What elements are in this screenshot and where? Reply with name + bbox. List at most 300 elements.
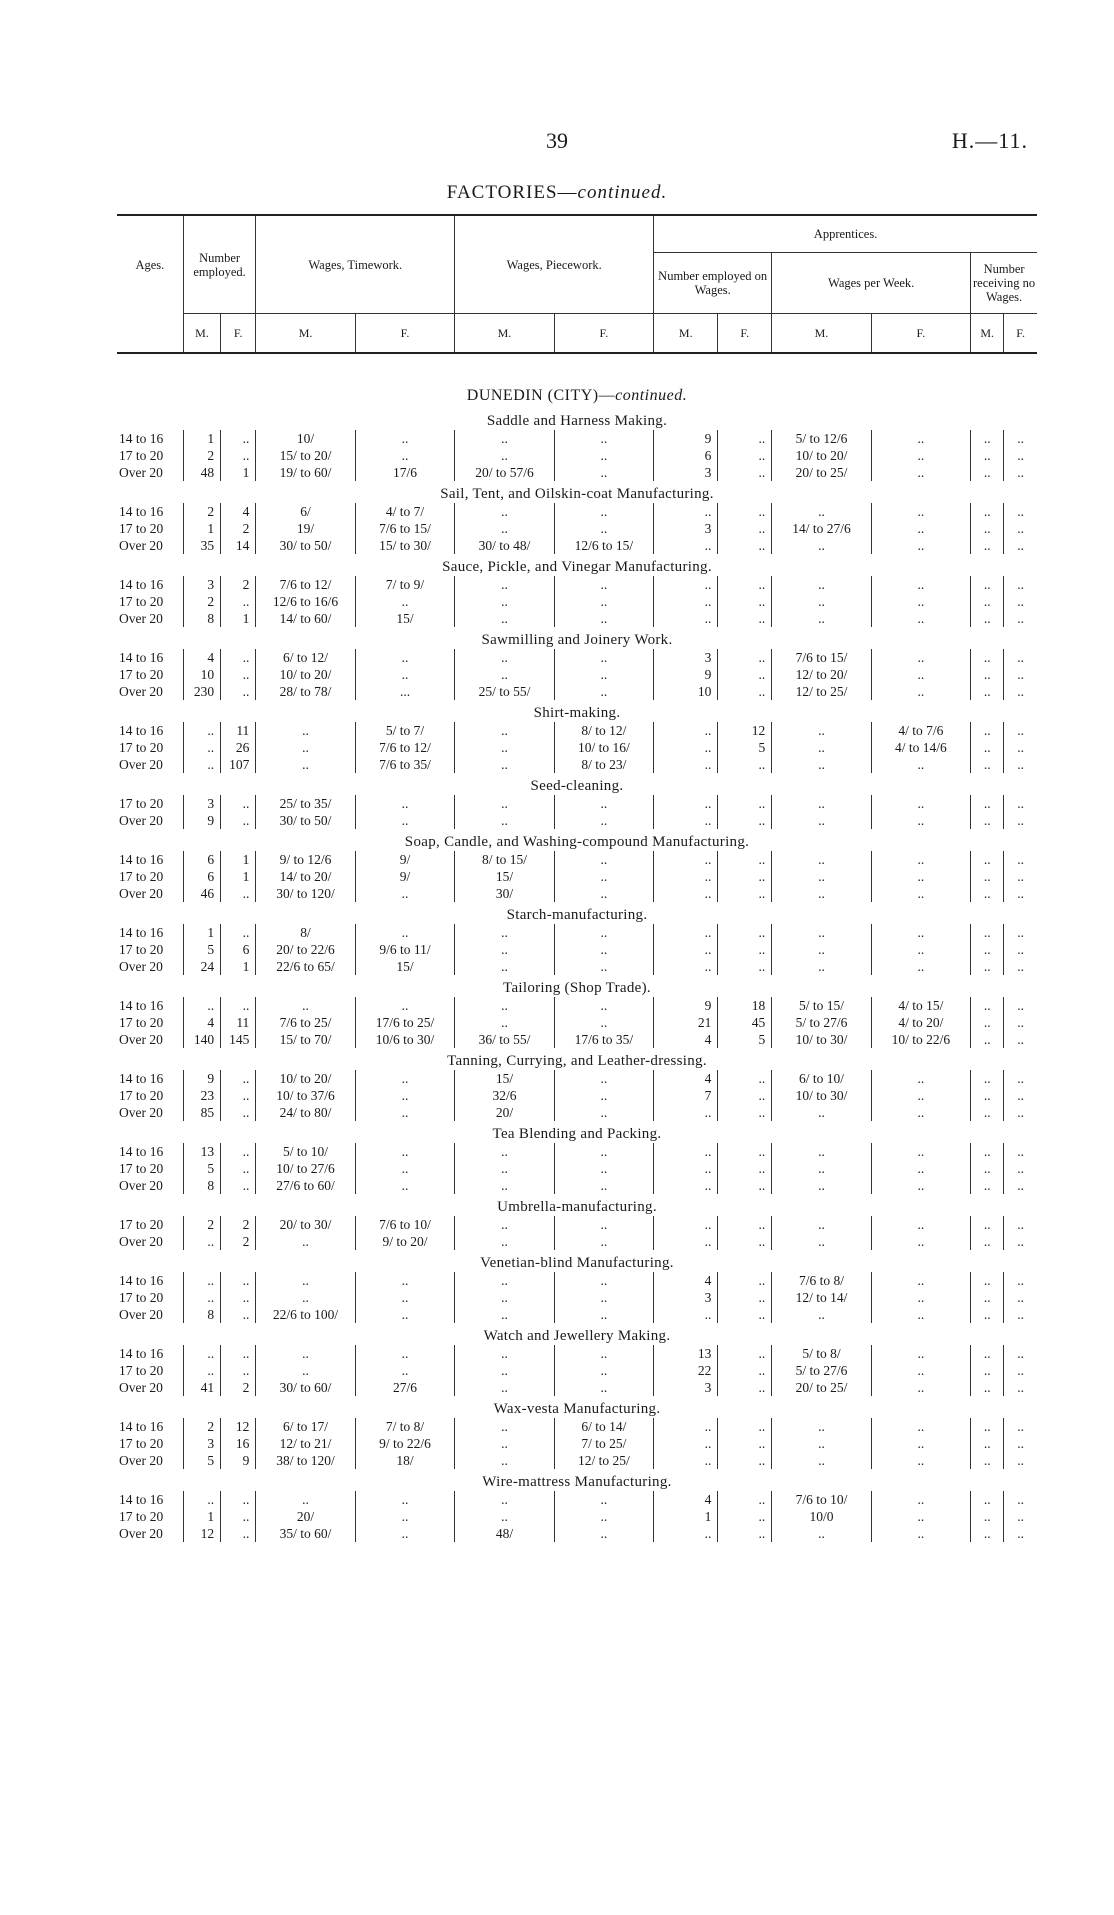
- table-cell: 15/: [455, 1070, 554, 1087]
- table-row: [117, 1345, 1037, 1362]
- table-cell: 12/ to 14/: [772, 1289, 871, 1306]
- table-cell: ..: [355, 812, 454, 829]
- table-cell: ..: [772, 1306, 871, 1323]
- table-cell: ..: [971, 1014, 1004, 1031]
- table-cell: 30/ to 60/: [256, 1379, 355, 1396]
- table-cell: ..: [772, 756, 871, 773]
- section-heading-row: [117, 773, 1037, 795]
- table-cell: ..: [355, 997, 454, 1014]
- age-cell: 17 to 20: [119, 594, 164, 609]
- table-cell: ..: [654, 610, 718, 627]
- table-cell: 12: [718, 722, 772, 739]
- table-cell: 38/ to 120/: [256, 1452, 355, 1469]
- table-cell: 4/ to 14/6: [871, 739, 970, 756]
- age-cell: Over 20: [119, 757, 163, 772]
- table-cell: 3: [654, 649, 718, 666]
- table-cell: 5: [718, 1031, 772, 1048]
- table-cell: ..: [221, 1289, 256, 1306]
- table-cell: 30/ to 48/: [455, 537, 554, 554]
- table-cell: ..: [455, 997, 554, 1014]
- section-heading-row: [117, 408, 1037, 430]
- table-cell: 6/ to 14/: [554, 1418, 653, 1435]
- table-cell: ..: [718, 430, 772, 447]
- table-cell: 19/ to 60/: [256, 464, 355, 481]
- table-row: [117, 924, 1037, 941]
- table-cell: ..: [871, 520, 970, 537]
- page-title: [0, 182, 1114, 204]
- table-cell: 12/ to 20/: [772, 666, 871, 683]
- table-cell: 15/ to 30/: [355, 537, 454, 554]
- table-row: [117, 683, 1037, 700]
- table-cell: 4: [183, 1014, 220, 1031]
- table-cell: ..: [772, 610, 871, 627]
- table-cell: ..: [654, 1418, 718, 1435]
- table-cell: ..: [718, 1345, 772, 1362]
- age-cell: 17 to 20: [119, 796, 164, 811]
- table-cell: ..: [221, 447, 256, 464]
- table-cell: ..: [1004, 1177, 1037, 1194]
- table-cell: ..: [772, 851, 871, 868]
- table-cell: ..: [221, 997, 256, 1014]
- table-cell: ..: [871, 1233, 970, 1250]
- table-cell: ..: [455, 1418, 554, 1435]
- table-cell: 2: [183, 447, 220, 464]
- city-continued: continued.: [615, 387, 688, 404]
- table-cell: 10/ to 27/6: [256, 1160, 355, 1177]
- table-cell: ..: [1004, 1379, 1037, 1396]
- table-cell: ..: [355, 885, 454, 902]
- table-cell: ..: [183, 1345, 220, 1362]
- table-cell: ..: [718, 464, 772, 481]
- table-cell: ..: [772, 1216, 871, 1233]
- table-cell: ..: [718, 576, 772, 593]
- table-cell: 7: [654, 1087, 718, 1104]
- table-cell: ..: [455, 756, 554, 773]
- table-cell: ..: [654, 503, 718, 520]
- table-cell: ..: [871, 1418, 970, 1435]
- table-cell: ..: [183, 1491, 220, 1508]
- table-cell: ..: [971, 666, 1004, 683]
- table-cell: ..: [871, 1435, 970, 1452]
- table-cell: 9: [221, 1452, 256, 1469]
- table-cell: 22: [654, 1362, 718, 1379]
- table-cell: 5/ to 10/: [256, 1143, 355, 1160]
- age-cell: Over 20: [119, 1234, 163, 1249]
- table-row: [117, 1233, 1037, 1250]
- table-cell: ..: [1004, 649, 1037, 666]
- table-cell: ..: [871, 1379, 970, 1396]
- age-cell: 17 to 20: [119, 448, 164, 463]
- table-cell: ..: [455, 1491, 554, 1508]
- table-cell: ..: [971, 924, 1004, 941]
- table-cell: ..: [718, 924, 772, 941]
- table-cell: 5: [183, 1160, 220, 1177]
- table-cell: 2: [221, 1379, 256, 1396]
- table-cell: 24/ to 80/: [256, 1104, 355, 1121]
- table-cell: ...: [355, 683, 454, 700]
- table-row: [117, 1289, 1037, 1306]
- table-cell: 5: [183, 941, 220, 958]
- table-cell: 48/: [455, 1525, 554, 1542]
- table-cell: 4: [654, 1070, 718, 1087]
- table-cell: 10: [654, 683, 718, 700]
- table-cell: ..: [971, 1031, 1004, 1048]
- table-cell: 15/: [355, 958, 454, 975]
- col-m: M.: [971, 314, 1004, 354]
- table-row: [117, 1014, 1037, 1031]
- table-cell: ..: [871, 537, 970, 554]
- table-cell: 20/: [455, 1104, 554, 1121]
- table-cell: ..: [971, 1160, 1004, 1177]
- table-cell: ..: [654, 1216, 718, 1233]
- age-cell: Over 20: [119, 538, 163, 553]
- table-cell: ..: [256, 1233, 355, 1250]
- section-heading-row: [117, 627, 1037, 649]
- table-cell: ..: [1004, 1233, 1037, 1250]
- table-cell: 9/ to 22/6: [355, 1435, 454, 1452]
- table-cell: ..: [718, 868, 772, 885]
- table-row: [117, 1070, 1037, 1087]
- table-cell: ..: [455, 1143, 554, 1160]
- col-wages-piecework: Wages, Piecework.: [455, 215, 654, 314]
- table-cell: 5: [183, 1452, 220, 1469]
- table-cell: ..: [718, 1418, 772, 1435]
- col-wages-timework: Wages, Timework.: [256, 215, 455, 314]
- col-f: F.: [221, 314, 256, 354]
- table-cell: ..: [1004, 1525, 1037, 1542]
- table-cell: 18/: [355, 1452, 454, 1469]
- table-cell: 2: [183, 1216, 220, 1233]
- col-number-employed: Number employed.: [183, 215, 256, 314]
- table-cell: ..: [971, 941, 1004, 958]
- table-cell: ..: [871, 795, 970, 812]
- table-cell: ..: [554, 503, 653, 520]
- age-cell: Over 20: [119, 465, 163, 480]
- table-cell: 2: [221, 520, 256, 537]
- table-cell: ..: [654, 812, 718, 829]
- table-row: [117, 447, 1037, 464]
- table-cell: ..: [1004, 1216, 1037, 1233]
- table-cell: 6: [654, 447, 718, 464]
- table-row: [117, 739, 1037, 756]
- table-cell: 10/ to 30/: [772, 1087, 871, 1104]
- table-cell: 5/ to 12/6: [772, 430, 871, 447]
- table-cell: ..: [554, 812, 653, 829]
- table-cell: ..: [1004, 576, 1037, 593]
- col-no-wages: Number receiving no Wages.: [971, 253, 1037, 314]
- age-cell: 17 to 20: [119, 1217, 164, 1232]
- col-m: M.: [654, 314, 718, 354]
- table-cell: 1: [183, 1508, 220, 1525]
- table-cell: ..: [971, 1345, 1004, 1362]
- table-cell: 7/6 to 25/: [256, 1014, 355, 1031]
- table-row: [117, 1272, 1037, 1289]
- table-cell: ..: [256, 1345, 355, 1362]
- table-cell: 10/ to 20/: [256, 666, 355, 683]
- age-cell: 14 to 16: [119, 1346, 164, 1361]
- table-cell: 7/ to 25/: [554, 1435, 653, 1452]
- table-cell: 15/ to 20/: [256, 447, 355, 464]
- table-cell: ..: [718, 447, 772, 464]
- age-cell: Over 20: [119, 1307, 163, 1322]
- table-cell: ..: [355, 1491, 454, 1508]
- table-cell: ..: [554, 1525, 653, 1542]
- table-cell: ..: [183, 756, 220, 773]
- age-cell: 17 to 20: [119, 740, 164, 755]
- table-cell: 8/ to 15/: [455, 851, 554, 868]
- col-f: F.: [355, 314, 454, 354]
- table-cell: 5/ to 15/: [772, 997, 871, 1014]
- table-cell: 10: [183, 666, 220, 683]
- table-cell: ..: [654, 593, 718, 610]
- age-cell: 14 to 16: [119, 1144, 164, 1159]
- table-cell: 10/: [256, 430, 355, 447]
- table-cell: 7/ to 9/: [355, 576, 454, 593]
- table-cell: 8: [183, 1177, 220, 1194]
- table-cell: ..: [772, 812, 871, 829]
- table-cell: ..: [221, 924, 256, 941]
- table-cell: ..: [355, 1160, 454, 1177]
- table-cell: ..: [871, 1087, 970, 1104]
- table-cell: ..: [871, 812, 970, 829]
- table-row: [117, 722, 1037, 739]
- table-cell: ..: [1004, 885, 1037, 902]
- table-cell: ..: [718, 1160, 772, 1177]
- age-cell: Over 20: [119, 1526, 163, 1541]
- table-cell: ..: [554, 593, 653, 610]
- table-cell: ..: [221, 1345, 256, 1362]
- table-cell: 8/: [256, 924, 355, 941]
- table-row: [117, 430, 1037, 447]
- table-cell: ..: [971, 1306, 1004, 1323]
- table-cell: ..: [554, 520, 653, 537]
- table-cell: ..: [183, 1233, 220, 1250]
- table-cell: ..: [455, 649, 554, 666]
- table-cell: ..: [718, 1177, 772, 1194]
- table-cell: ..: [221, 1160, 256, 1177]
- table-cell: ..: [971, 649, 1004, 666]
- table-cell: ..: [455, 1177, 554, 1194]
- section-title: Wax-vesta Manufacturing.: [493, 1401, 661, 1417]
- table-cell: ..: [772, 1160, 871, 1177]
- table-cell: ..: [971, 447, 1004, 464]
- table-cell: 4/ to 7/: [355, 503, 454, 520]
- table-cell: ..: [554, 683, 653, 700]
- table-cell: ..: [1004, 868, 1037, 885]
- table-row: [117, 464, 1037, 481]
- table-cell: ..: [971, 1177, 1004, 1194]
- table-cell: 2: [183, 503, 220, 520]
- table-cell: 23: [183, 1087, 220, 1104]
- table-cell: ..: [654, 1104, 718, 1121]
- table-cell: ..: [971, 1362, 1004, 1379]
- table-cell: ..: [554, 795, 653, 812]
- table-cell: ..: [1004, 683, 1037, 700]
- table-cell: ..: [871, 1362, 970, 1379]
- section-title: Watch and Jewellery Making.: [483, 1328, 671, 1344]
- table-cell: 2: [221, 576, 256, 593]
- table-cell: ..: [221, 1104, 256, 1121]
- table-cell: ..: [772, 885, 871, 902]
- table-cell: 13: [183, 1143, 220, 1160]
- col-f: F.: [718, 314, 772, 354]
- table-cell: ..: [1004, 1160, 1037, 1177]
- table-cell: ..: [455, 1272, 554, 1289]
- table-cell: ..: [554, 649, 653, 666]
- table-cell: ..: [221, 1306, 256, 1323]
- table-cell: ..: [971, 1233, 1004, 1250]
- table-cell: ..: [355, 924, 454, 941]
- table-cell: ..: [718, 1216, 772, 1233]
- table-cell: 3: [654, 464, 718, 481]
- table-row: [117, 1306, 1037, 1323]
- table-cell: ..: [971, 1143, 1004, 1160]
- table-cell: 9/ to 12/6: [256, 851, 355, 868]
- table-cell: ..: [718, 756, 772, 773]
- table-cell: ..: [654, 739, 718, 756]
- age-cell: 14 to 16: [119, 1071, 164, 1086]
- table-cell: ..: [455, 812, 554, 829]
- table-cell: 6: [221, 941, 256, 958]
- table-cell: ..: [554, 1070, 653, 1087]
- table-cell: ..: [718, 941, 772, 958]
- table-cell: ..: [971, 593, 1004, 610]
- table-cell: ..: [1004, 430, 1037, 447]
- table-cell: ..: [183, 739, 220, 756]
- table-cell: ..: [1004, 941, 1037, 958]
- table-cell: ..: [971, 537, 1004, 554]
- section-title: Venetian-blind Manufacturing.: [480, 1255, 674, 1271]
- table-cell: ..: [554, 1362, 653, 1379]
- table-cell: ..: [455, 739, 554, 756]
- table-row: [117, 958, 1037, 975]
- table-cell: ..: [554, 868, 653, 885]
- age-cell: 17 to 20: [119, 942, 164, 957]
- table-cell: ..: [1004, 1418, 1037, 1435]
- table-row: [117, 1452, 1037, 1469]
- table-cell: ..: [871, 610, 970, 627]
- table-row: [117, 885, 1037, 902]
- table-cell: ..: [971, 683, 1004, 700]
- table-cell: ..: [1004, 1104, 1037, 1121]
- table-cell: 8/ to 12/: [554, 722, 653, 739]
- table-cell: ..: [772, 503, 871, 520]
- table-cell: ..: [455, 795, 554, 812]
- table-cell: ..: [971, 1070, 1004, 1087]
- table-cell: ..: [455, 447, 554, 464]
- table-cell: ..: [221, 649, 256, 666]
- age-cell: 14 to 16: [119, 852, 164, 867]
- section-title: Saddle and Harness Making.: [486, 413, 668, 429]
- table-cell: ..: [256, 1491, 355, 1508]
- table-cell: 11: [221, 722, 256, 739]
- section-title: Sawmilling and Joinery Work.: [481, 632, 673, 648]
- age-cell: 14 to 16: [119, 998, 164, 1013]
- table-cell: 5: [718, 739, 772, 756]
- table-cell: ..: [871, 576, 970, 593]
- table-cell: 9/: [355, 868, 454, 885]
- table-cell: ..: [554, 1306, 653, 1323]
- title-continued: continued.: [577, 182, 668, 203]
- table-cell: 9/6 to 11/: [355, 941, 454, 958]
- table-cell: 20/: [256, 1508, 355, 1525]
- table-row: [117, 1508, 1037, 1525]
- table-cell: ..: [871, 1345, 970, 1362]
- age-cell: 14 to 16: [119, 1419, 164, 1434]
- table-cell: ..: [871, 1452, 970, 1469]
- table-cell: 8/ to 23/: [554, 756, 653, 773]
- table-cell: ..: [971, 1525, 1004, 1542]
- table-cell: 8: [183, 1306, 220, 1323]
- col-ages: Ages.: [135, 257, 165, 272]
- section-heading-row: [117, 481, 1037, 503]
- table-cell: ..: [971, 958, 1004, 975]
- table-cell: ..: [455, 430, 554, 447]
- table-cell: ..: [971, 576, 1004, 593]
- table-cell: ..: [654, 1525, 718, 1542]
- table-cell: ..: [1004, 1508, 1037, 1525]
- table-cell: 17/6 to 25/: [355, 1014, 454, 1031]
- section-heading-row: [117, 975, 1037, 997]
- table-cell: ..: [654, 1452, 718, 1469]
- section-heading-row: [117, 1194, 1037, 1216]
- table-cell: ..: [772, 739, 871, 756]
- table-cell: ..: [355, 1508, 454, 1525]
- factories-wages-table: [117, 214, 1037, 1542]
- section-heading-row: [117, 1048, 1037, 1070]
- table-cell: ..: [871, 958, 970, 975]
- age-cell: 17 to 20: [119, 1015, 164, 1030]
- table-cell: ..: [1004, 756, 1037, 773]
- table-cell: 1: [183, 430, 220, 447]
- table-cell: 1: [221, 868, 256, 885]
- table-cell: ..: [971, 885, 1004, 902]
- table-cell: ..: [554, 1379, 653, 1396]
- table-cell: ..: [654, 851, 718, 868]
- table-cell: ..: [256, 1272, 355, 1289]
- table-cell: 10/0: [772, 1508, 871, 1525]
- age-cell: 14 to 16: [119, 1492, 164, 1507]
- table-cell: ..: [772, 576, 871, 593]
- table-cell: ..: [871, 1177, 970, 1194]
- table-cell: ..: [718, 649, 772, 666]
- table-cell: ..: [718, 537, 772, 554]
- table-cell: ..: [554, 941, 653, 958]
- table-cell: ..: [871, 1104, 970, 1121]
- table-row: [117, 868, 1037, 885]
- age-cell: 14 to 16: [119, 577, 164, 592]
- table-cell: ..: [654, 924, 718, 941]
- table-cell: ..: [772, 722, 871, 739]
- table-cell: ..: [971, 464, 1004, 481]
- col-m: M.: [256, 314, 355, 354]
- table-row: [117, 1525, 1037, 1542]
- table-cell: ..: [654, 885, 718, 902]
- age-cell: 17 to 20: [119, 869, 164, 884]
- table-cell: 9: [654, 997, 718, 1014]
- table-cell: ..: [718, 1379, 772, 1396]
- table-cell: ..: [772, 1452, 871, 1469]
- table-cell: ..: [256, 1289, 355, 1306]
- table-cell: ..: [554, 1160, 653, 1177]
- table-cell: 15/: [455, 868, 554, 885]
- table-cell: 7/6 to 15/: [772, 649, 871, 666]
- table-cell: ..: [455, 1306, 554, 1323]
- section-title: Wire-mattress Manufacturing.: [482, 1474, 672, 1490]
- table-cell: ..: [718, 683, 772, 700]
- title-main: FACTORIES—: [446, 182, 578, 203]
- table-row: [117, 576, 1037, 593]
